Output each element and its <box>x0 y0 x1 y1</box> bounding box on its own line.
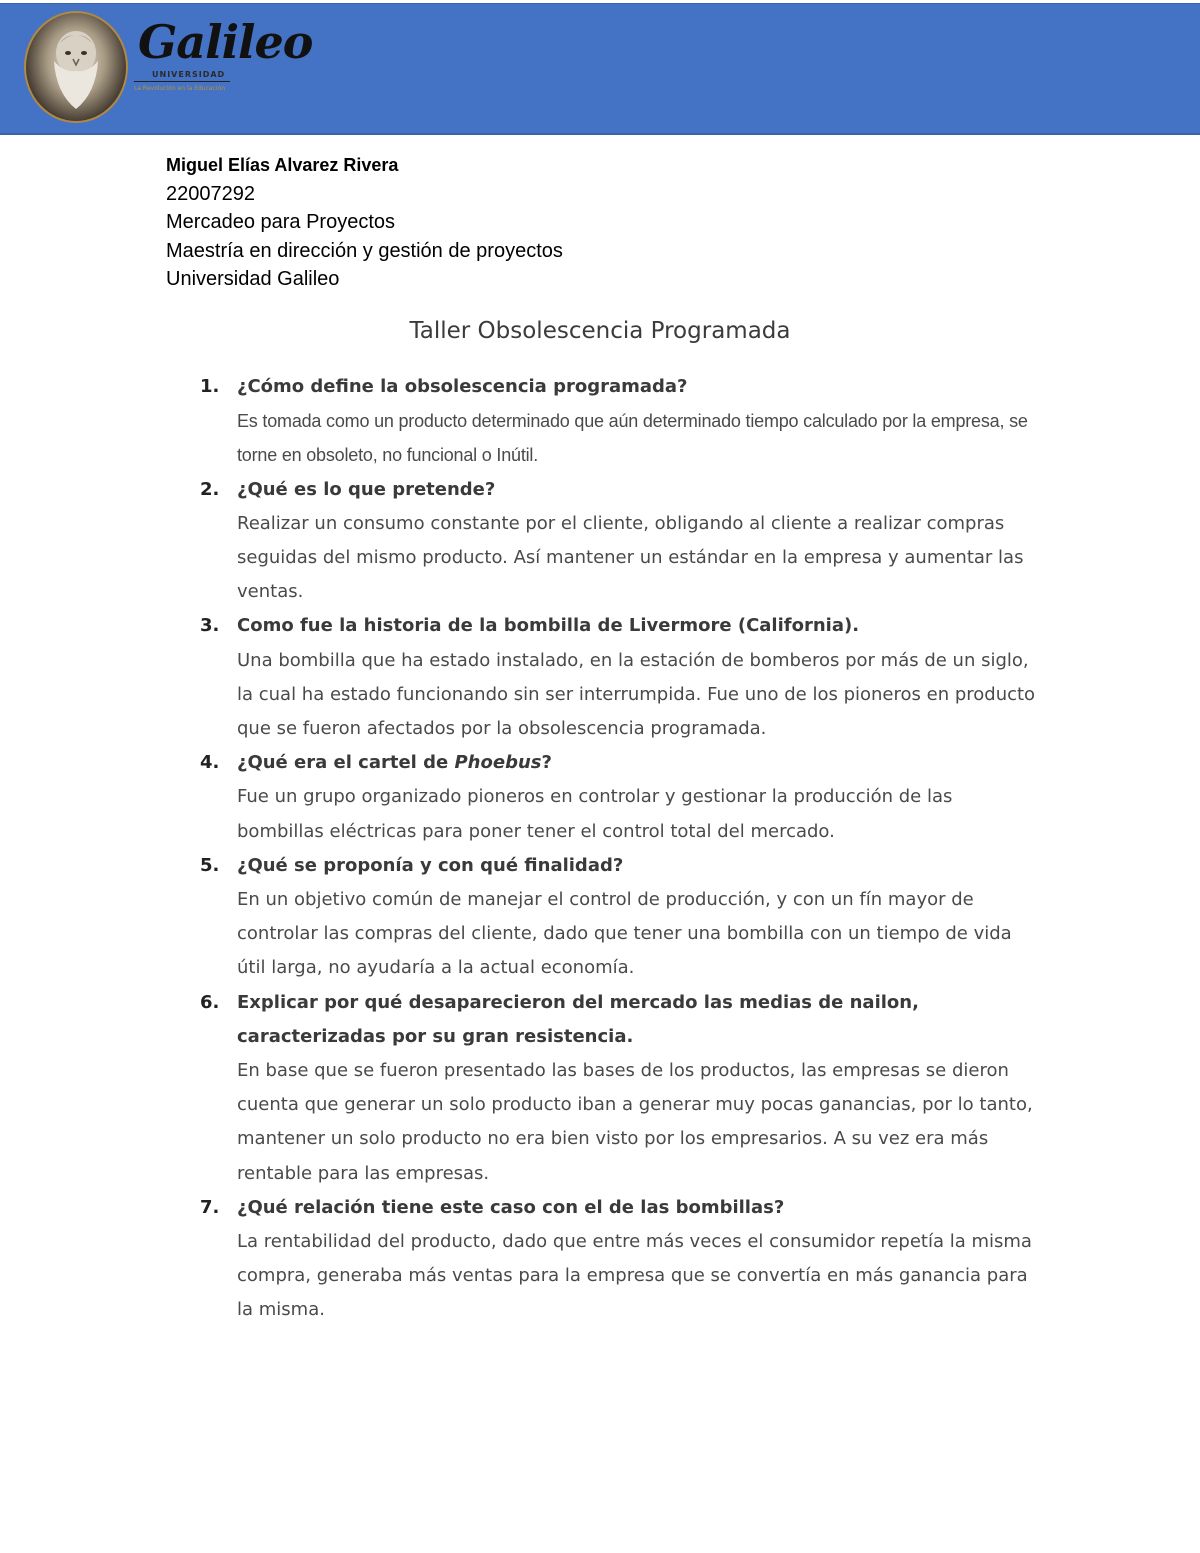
question-text: Explicar por qué desaparecieron del mercado las medias de nailon, caracterizadas por su gran resistencia. <box>237 991 919 1047</box>
author-name: Miguel Elías Alvarez Rivera <box>166 155 399 175</box>
question-text: ¿Qué relación tiene este caso con el de las bombillas? <box>237 1196 785 1218</box>
logo-tagline: La Revolución en la Educación <box>134 85 226 92</box>
university-name: Universidad Galileo <box>166 268 340 290</box>
answer-text: Realizar un consumo constante por el cliente, obligando al cliente a realizar compras seguidas del mismo producto. Así mantener un estándar en la empresa y aumentar las ventas. <box>237 512 1024 603</box>
question-text: Como fue la historia de la bombilla de Livermore (California). <box>237 615 860 637</box>
header-band <box>0 3 1200 135</box>
question-text: ¿Cómo define la obsolescencia programada? <box>237 376 688 397</box>
question-number: 3. <box>200 615 220 637</box>
course-name: Mercadeo para Proyectos <box>166 211 396 233</box>
logo-divider <box>134 81 230 82</box>
answer-text: Es tomada como un producto determinado que aún determinado tiempo calculado por la empresa, se torne en obsoleto, no funcional o Inútil. <box>237 411 1028 466</box>
question-number: 2. <box>200 478 220 500</box>
question-text: ¿Qué se proponía y con qué finalidad? <box>237 854 624 876</box>
question-number: 1. <box>200 376 220 397</box>
question-list <box>200 370 1040 1328</box>
list-item <box>200 986 1040 1191</box>
list-item <box>200 473 1040 610</box>
answer-text: Fue un grupo organizado pioneros en controlar y gestionar la producción de las bombillas eléctricas para poner tener el control total del mercado. <box>237 786 953 842</box>
answer-text: Una bombilla que ha estado instalado, en la estación de bomberos por más de un siglo, la cual ha estado funcionando sin ser interrumpida. Fue uno de los pioneros en producto que se fueron afectados por la obsolescencia programada. <box>237 649 1036 740</box>
question-text-part: ? <box>541 752 552 774</box>
list-item <box>200 370 1040 473</box>
galileo-portrait-medallion <box>24 11 128 123</box>
list-item <box>200 746 1040 849</box>
question-text <box>237 746 1040 780</box>
answer-text: En un objetivo común de manejar el control de producción, y con un fín mayor de controlar las compras del cliente, dado que tener una bombilla con un tiempo de vida útil larga, no ayudaría a la actual economía. <box>237 889 1012 979</box>
list-item <box>200 1191 1040 1328</box>
question-text-italic: Phoebus <box>454 752 542 774</box>
question-text: ¿Qué es lo que pretende? <box>237 478 496 500</box>
answer-text: La rentabilidad del producto, dado que entre más veces el consumidor repetía la misma compra, generaba más ventas para la empresa que se convertía en más ganancia para la misma. <box>237 1231 1032 1321</box>
list-item <box>200 609 1040 746</box>
logo-subtitle: UNIVERSIDAD <box>152 70 226 79</box>
logo-wordmark: Galileo <box>138 15 313 69</box>
question-number: 6. <box>200 991 220 1013</box>
answer-text: En base que se fueron presentado las bases de los productos, las empresas se dieron cuenta que generar un solo producto iban a generar muy pocas ganancias, por lo tanto, mantener un solo producto no era bien visto por los empresarios. A su vez era más rentable para las empresas. <box>237 1060 1033 1184</box>
question-number: 4. <box>200 752 220 774</box>
program-name: Maestría en dirección y gestión de proyectos <box>166 239 563 262</box>
university-logo <box>22 9 313 125</box>
question-number: 5. <box>200 854 220 876</box>
author-block <box>166 151 563 294</box>
student-id: 22007292 <box>166 182 255 205</box>
list-item <box>200 849 1040 986</box>
question-number: 7. <box>200 1196 220 1218</box>
question-text-part: ¿Qué era el cartel de <box>237 752 455 774</box>
document-title: Taller Obsolescencia Programada <box>409 318 791 344</box>
